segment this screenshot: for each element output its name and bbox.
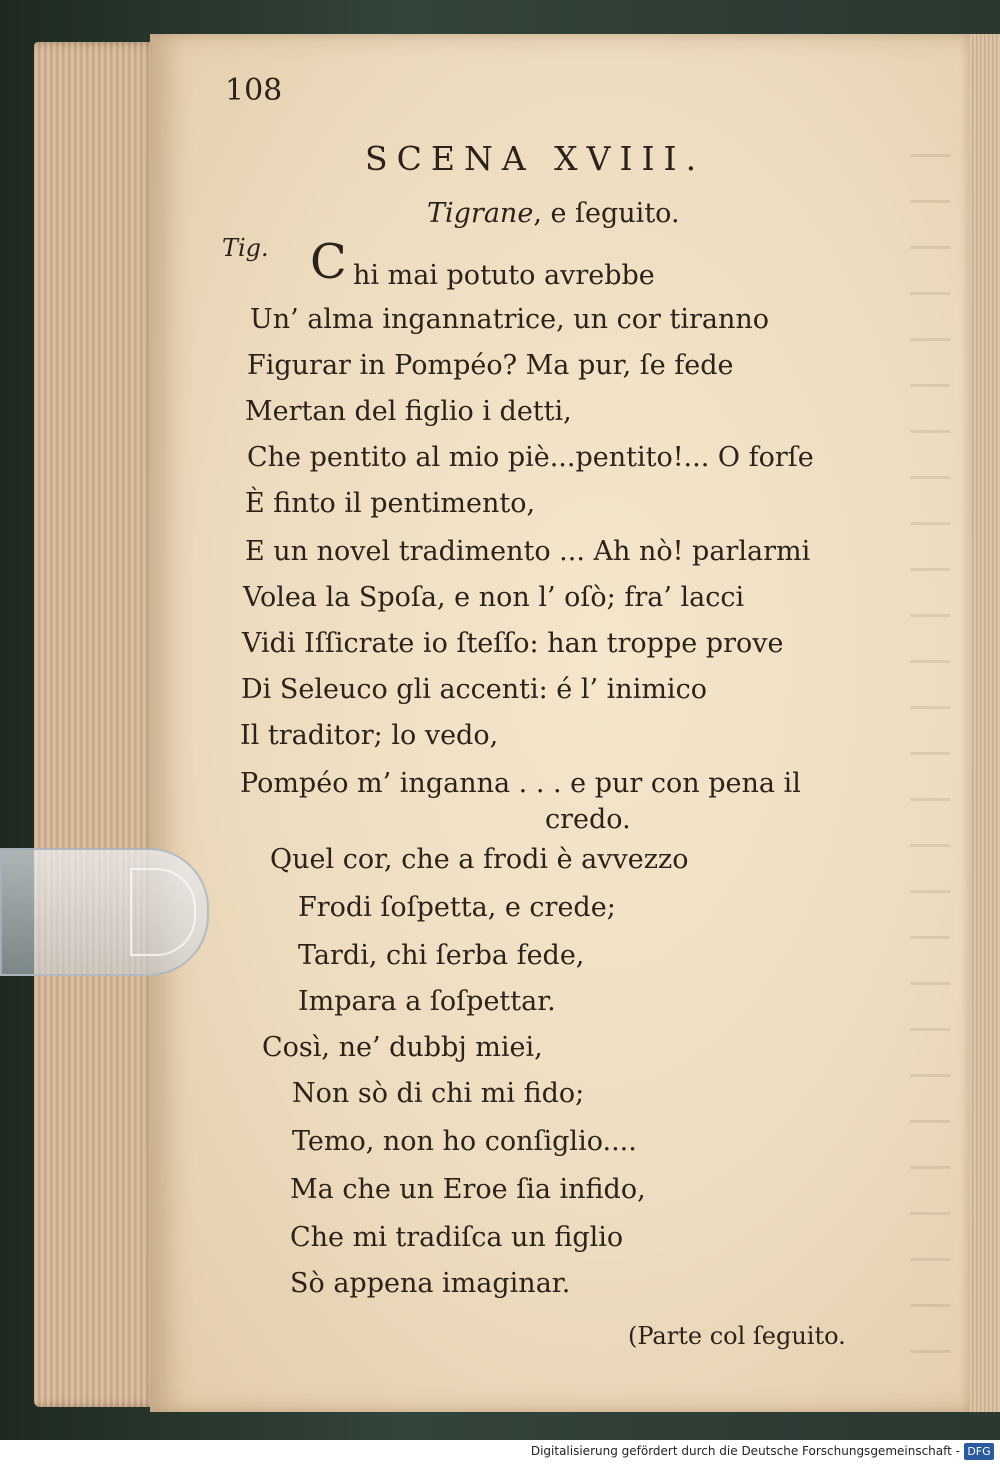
aria-line: Temo, non ho conſiglio.... [292,1126,637,1157]
speaker-label: Tig. [222,234,269,262]
verse-line: E un novel tradimento ... Ah nò! parlarmi [245,536,811,567]
drop-cap: C [310,234,347,290]
stage-direction: (Parte col ſeguito. [628,1322,846,1350]
book-page-edges [34,42,159,1407]
verse-line: Mertan del figlio i detti, [245,396,572,427]
page-number: 108 [225,73,283,108]
aria-line: Che mi tradiſca un figlio [290,1222,624,1253]
dfg-logo: DFG [964,1443,994,1460]
scene-subtitle-name: Tigrane [427,198,534,229]
aria-line: Così, ne’ dubbj miei, [262,1032,543,1063]
aria-line: Ma che un Eroe ſia infido, [290,1174,646,1205]
aria-line: Sò appena imaginar. [290,1268,571,1299]
verse-line: Il traditor; lo vedo, [240,720,499,751]
aria-line: Quel cor, che a frodi è avvezzo [270,844,689,875]
scene-subtitle-rest: , e ſeguito. [533,198,680,229]
aria-line: Non sò di chi mi fido; [292,1078,585,1109]
verse-line: Di Seleuco gli accenti: é l’ inimico [241,674,707,705]
footer-credit: Digitalisierung gefördert durch die Deutsche Forschungsgemeinschaft - [530,1444,960,1458]
verse-line: Vidi Iſſicrate io ſteſſo: han troppe prove [242,628,784,659]
scene-subtitle [427,200,680,227]
verse-line: Volea la Spoſa, e non l’ oſò; fra’ lacci [243,582,745,613]
aria-line: Impara a ſoſpettar. [298,986,556,1017]
book-right-edge [965,34,1000,1412]
verse-line: Un’ alma ingannatrice, un cor tiranno [250,304,770,335]
aria-line: Tardi, chi ſerba fede, [298,940,585,971]
verse-line: Che pentito al mio piè...pentito!... O forſe [247,442,814,473]
show-through-text [910,154,950,1354]
aria-line: Frodi ſoſpetta, e crede; [298,892,616,923]
footer-bar [0,1440,1000,1465]
verse-line: È finto il pentimento, [245,488,536,519]
verse-line: Pompéo m’ inganna . . . e pur con pena il [240,768,801,799]
scene-heading: SCENA XVIII. [365,139,706,178]
first-verse-line: hi mai potuto avrebbe [353,260,655,291]
verse-line: Figurar in Pompéo? Ma pur, ſe fede [247,350,734,381]
verse-line-continuation: credo. [545,804,631,835]
